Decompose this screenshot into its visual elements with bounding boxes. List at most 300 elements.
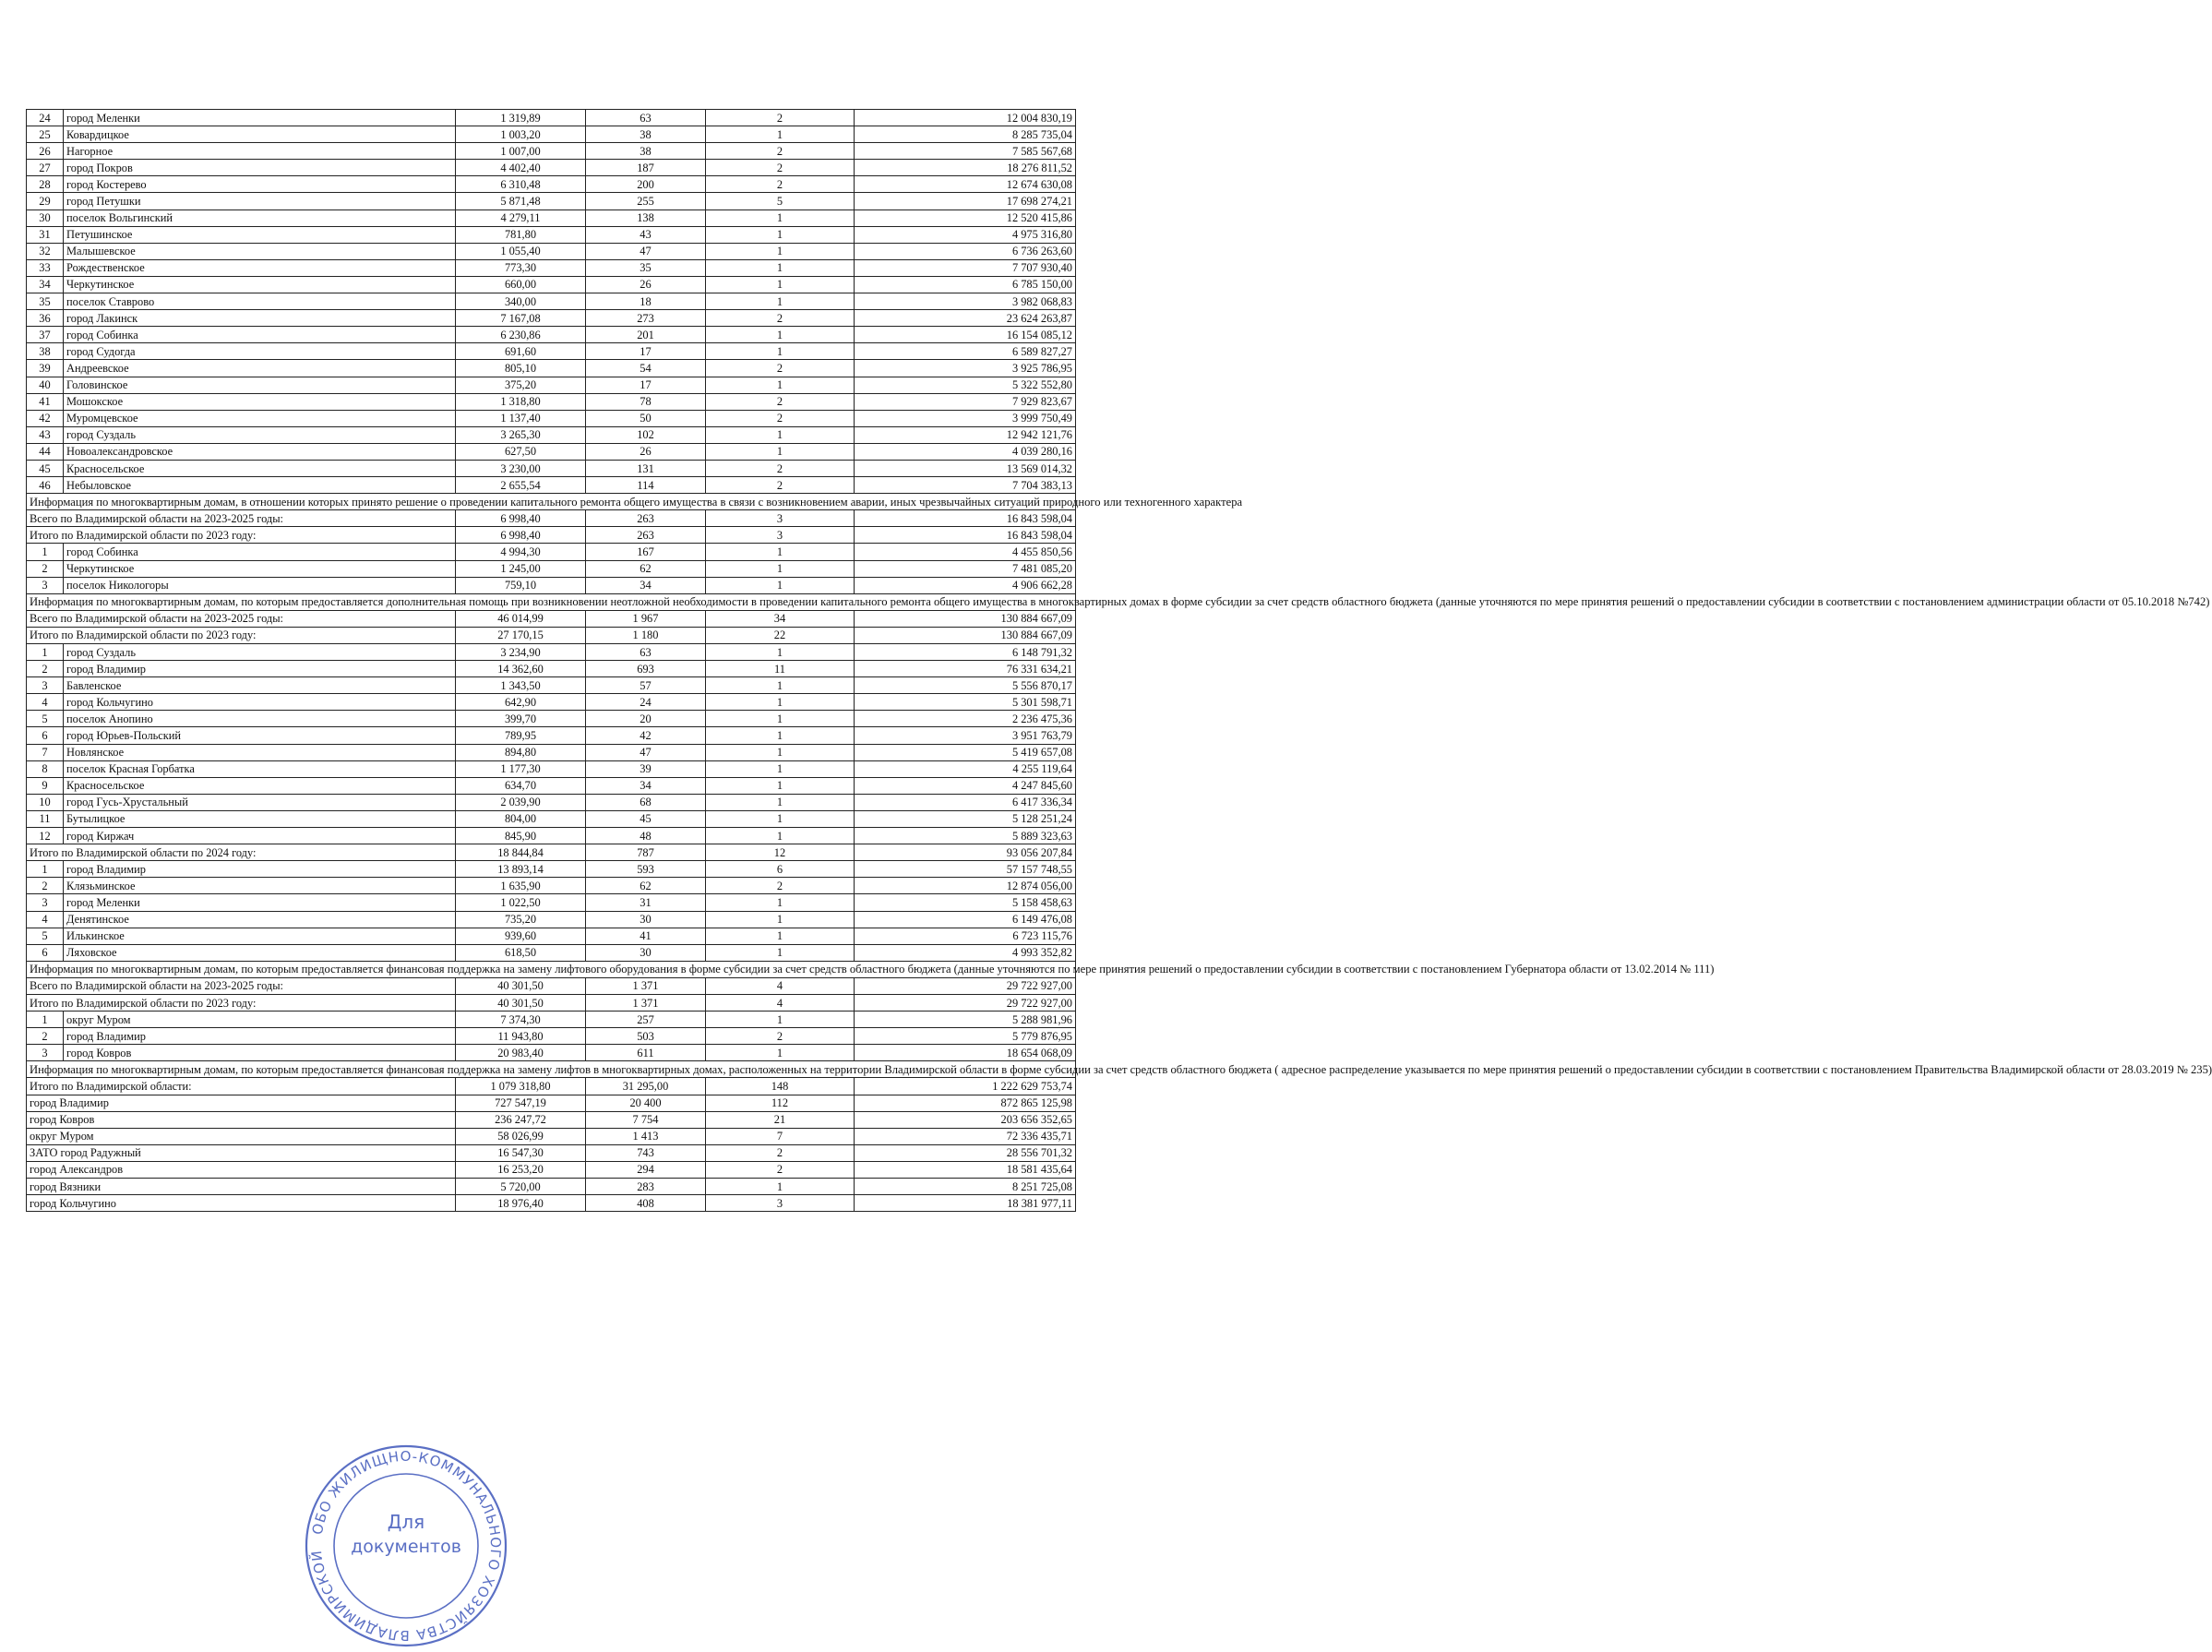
residents-value: 45 xyxy=(586,810,706,827)
residents-value: 167 xyxy=(586,544,706,560)
area-value: 14 362,60 xyxy=(456,661,586,677)
cost-value: 1 222 629 753,74 xyxy=(855,1078,1076,1095)
document-page xyxy=(26,109,2212,1212)
houses-count: 2 xyxy=(706,410,855,426)
residents-value: 34 xyxy=(586,577,706,593)
row-number: 1 xyxy=(27,1012,64,1028)
municipality-name: город Киржач xyxy=(64,828,456,844)
residents-value: 138 xyxy=(586,209,706,226)
row-number: 45 xyxy=(27,460,64,476)
area-value: 642,90 xyxy=(456,694,586,711)
stamp-ring-text: ОБО ЖИЛИЩНО-КОММУНАЛЬНОГО ХОЗЯЙСТВА ВЛАДИМИРСКОЙ xyxy=(307,1447,505,1645)
row-label: Всего по Владимирской области на 2023-2025 годы: xyxy=(27,977,456,994)
table-row xyxy=(27,510,1076,527)
municipality-name: город Лакинск xyxy=(64,310,456,327)
municipality-name: Мошокское xyxy=(64,393,456,410)
residents-value: 39 xyxy=(586,760,706,777)
municipality-name: город Александров xyxy=(27,1161,456,1178)
table-row xyxy=(27,160,1076,176)
row-number: 32 xyxy=(27,243,64,259)
houses-count: 1 xyxy=(706,243,855,259)
row-number: 2 xyxy=(27,878,64,894)
houses-count: 22 xyxy=(706,627,855,643)
table-row xyxy=(27,276,1076,293)
cost-value: 12 520 415,86 xyxy=(855,209,1076,226)
row-number: 39 xyxy=(27,360,64,377)
houses-count: 1 xyxy=(706,126,855,143)
area-value: 6 998,40 xyxy=(456,527,586,544)
table-row xyxy=(27,1144,1076,1161)
residents-value: 68 xyxy=(586,794,706,810)
table-row xyxy=(27,844,1076,861)
table-row xyxy=(27,193,1076,209)
area-value: 781,80 xyxy=(456,226,586,243)
area-value: 1 635,90 xyxy=(456,878,586,894)
municipality-name: город Покров xyxy=(64,160,456,176)
row-number: 10 xyxy=(27,794,64,810)
houses-count: 1 xyxy=(706,327,855,343)
cost-value: 93 056 207,84 xyxy=(855,844,1076,861)
table-row xyxy=(27,644,1076,661)
cost-value: 5 889 323,63 xyxy=(855,828,1076,844)
table-row xyxy=(27,878,1076,894)
area-value: 6 998,40 xyxy=(456,510,586,527)
area-value: 759,10 xyxy=(456,577,586,593)
residents-value: 743 xyxy=(586,1144,706,1161)
area-value: 1 343,50 xyxy=(456,677,586,694)
row-label: Всего по Владимирской области на 2023-2025 годы: xyxy=(27,610,456,627)
municipality-name: город Суздаль xyxy=(64,644,456,661)
residents-value: 47 xyxy=(586,243,706,259)
table-row xyxy=(27,1179,1076,1195)
cost-value: 57 157 748,55 xyxy=(855,861,1076,878)
cost-value: 13 569 014,32 xyxy=(855,460,1076,476)
municipality-name: город Суздаль xyxy=(64,426,456,443)
houses-count: 7 xyxy=(706,1128,855,1144)
row-number: 2 xyxy=(27,560,64,577)
cost-value: 6 723 115,76 xyxy=(855,928,1076,944)
cost-value: 6 149 476,08 xyxy=(855,911,1076,928)
cost-value: 12 942 121,76 xyxy=(855,426,1076,443)
municipality-name: Головинское xyxy=(64,377,456,393)
houses-count: 1 xyxy=(706,276,855,293)
residents-value: 31 xyxy=(586,894,706,911)
houses-count: 2 xyxy=(706,110,855,126)
row-number: 3 xyxy=(27,577,64,593)
row-number: 3 xyxy=(27,677,64,694)
cost-value: 7 481 085,20 xyxy=(855,560,1076,577)
houses-count: 1 xyxy=(706,293,855,310)
municipality-name: Черкутинское xyxy=(64,276,456,293)
cost-value: 7 707 930,40 xyxy=(855,259,1076,276)
municipality-name: город Юрьев-Польский xyxy=(64,727,456,744)
area-value: 2 039,90 xyxy=(456,794,586,810)
residents-value: 7 754 xyxy=(586,1111,706,1128)
municipality-name: поселок Красная Горбатка xyxy=(64,760,456,777)
houses-count: 1 xyxy=(706,426,855,443)
residents-value: 787 xyxy=(586,844,706,861)
area-value: 375,20 xyxy=(456,377,586,393)
area-value: 18 844,84 xyxy=(456,844,586,861)
residents-value: 24 xyxy=(586,694,706,711)
municipality-name: Андреевское xyxy=(64,360,456,377)
row-number: 34 xyxy=(27,276,64,293)
municipality-name: Петушинское xyxy=(64,226,456,243)
table-row xyxy=(27,727,1076,744)
houses-count: 3 xyxy=(706,1195,855,1212)
table-row xyxy=(27,209,1076,226)
row-label: Итого по Владимирской области по 2023 году: xyxy=(27,527,456,544)
houses-count: 1 xyxy=(706,911,855,928)
cost-value: 3 951 763,79 xyxy=(855,727,1076,744)
cost-value: 872 865 125,98 xyxy=(855,1095,1076,1111)
houses-count: 1 xyxy=(706,944,855,961)
area-value: 18 976,40 xyxy=(456,1195,586,1212)
area-value: 789,95 xyxy=(456,727,586,744)
residents-value: 78 xyxy=(586,393,706,410)
cost-value: 8 251 725,08 xyxy=(855,1179,1076,1195)
cost-value: 4 993 352,82 xyxy=(855,944,1076,961)
table-row xyxy=(27,828,1076,844)
cost-value: 72 336 435,71 xyxy=(855,1128,1076,1144)
row-number: 6 xyxy=(27,944,64,961)
area-value: 1 319,89 xyxy=(456,110,586,126)
area-value: 1 079 318,80 xyxy=(456,1078,586,1095)
residents-value: 47 xyxy=(586,744,706,760)
row-number: 41 xyxy=(27,393,64,410)
area-value: 691,60 xyxy=(456,343,586,360)
row-number: 42 xyxy=(27,410,64,426)
cost-value: 7 585 567,68 xyxy=(855,143,1076,160)
municipality-name: город Собинка xyxy=(64,544,456,560)
table-row xyxy=(27,711,1076,727)
area-value: 1 177,30 xyxy=(456,760,586,777)
houses-count: 1 xyxy=(706,744,855,760)
residents-value: 20 400 xyxy=(586,1095,706,1111)
section-heading: Информация по многоквартирным домам, по которым предоставляется финансовая поддержка на замену лифтов в многоквартирных домах, расположенных на территории Владимирской области в форме субсидии за счет средств областного бюджета ( адресное распределение указывается по мере принятия решений о предоставлении субсидии в соответствии с постановлением Правительства Владимирской области от 28.03.2019 № 235) xyxy=(27,1061,1076,1078)
municipality-name: город Меленки xyxy=(64,110,456,126)
municipality-name: Красносельское xyxy=(64,460,456,476)
row-number: 24 xyxy=(27,110,64,126)
table-row xyxy=(27,760,1076,777)
municipality-name: город Владимир xyxy=(64,861,456,878)
row-number: 2 xyxy=(27,1028,64,1045)
table-row xyxy=(27,410,1076,426)
cost-value: 4 247 845,60 xyxy=(855,777,1076,794)
residents-value: 35 xyxy=(586,259,706,276)
cost-value: 3 999 750,49 xyxy=(855,410,1076,426)
table-row xyxy=(27,911,1076,928)
row-label: Всего по Владимирской области на 2023-2025 годы: xyxy=(27,510,456,527)
section-heading-row xyxy=(27,494,1076,510)
municipality-name: поселок Вольгинский xyxy=(64,209,456,226)
municipality-name: поселок Ставрово xyxy=(64,293,456,310)
houses-count: 11 xyxy=(706,661,855,677)
residents-value: 257 xyxy=(586,1012,706,1028)
cost-value: 12 674 630,08 xyxy=(855,176,1076,193)
area-value: 1 055,40 xyxy=(456,243,586,259)
table-row xyxy=(27,110,1076,126)
houses-count: 1 xyxy=(706,711,855,727)
capital-repair-table xyxy=(26,109,2212,1212)
area-value: 46 014,99 xyxy=(456,610,586,627)
row-label: Итого по Владимирской области по 2023 году: xyxy=(27,994,456,1011)
houses-count: 1 xyxy=(706,1045,855,1061)
municipality-name: Денятинское xyxy=(64,911,456,928)
table-row xyxy=(27,677,1076,694)
row-number: 30 xyxy=(27,209,64,226)
table-row xyxy=(27,610,1076,627)
residents-value: 26 xyxy=(586,276,706,293)
cost-value: 12 874 056,00 xyxy=(855,878,1076,894)
cost-value: 29 722 927,00 xyxy=(855,994,1076,1011)
area-value: 894,80 xyxy=(456,744,586,760)
cost-value: 4 455 850,56 xyxy=(855,544,1076,560)
residents-value: 263 xyxy=(586,510,706,527)
municipality-name: город Кольчугино xyxy=(27,1195,456,1212)
cost-value: 18 654 068,09 xyxy=(855,1045,1076,1061)
row-number: 44 xyxy=(27,443,64,460)
area-value: 1 245,00 xyxy=(456,560,586,577)
table-row xyxy=(27,293,1076,310)
cost-value: 2 236 475,36 xyxy=(855,711,1076,727)
residents-value: 593 xyxy=(586,861,706,878)
row-number: 1 xyxy=(27,861,64,878)
houses-count: 1 xyxy=(706,209,855,226)
cost-value: 6 148 791,32 xyxy=(855,644,1076,661)
cost-value: 6 589 827,27 xyxy=(855,343,1076,360)
cost-value: 18 381 977,11 xyxy=(855,1195,1076,1212)
area-value: 6 230,86 xyxy=(456,327,586,343)
table-row xyxy=(27,744,1076,760)
table-row xyxy=(27,327,1076,343)
municipality-name: Малышевское xyxy=(64,243,456,259)
houses-count: 2 xyxy=(706,176,855,193)
row-label: Итого по Владимирской области по 2023 году: xyxy=(27,627,456,643)
municipality-name: город Ковров xyxy=(64,1045,456,1061)
row-number: 46 xyxy=(27,477,64,494)
houses-count: 1 xyxy=(706,577,855,593)
municipality-name: Небыловское xyxy=(64,477,456,494)
area-value: 58 026,99 xyxy=(456,1128,586,1144)
municipality-name: Красносельское xyxy=(64,777,456,794)
row-number: 1 xyxy=(27,644,64,661)
residents-value: 263 xyxy=(586,527,706,544)
cost-value: 5 779 876,95 xyxy=(855,1028,1076,1045)
row-label: Итого по Владимирской области по 2024 году: xyxy=(27,844,456,861)
residents-value: 38 xyxy=(586,126,706,143)
row-number: 26 xyxy=(27,143,64,160)
residents-value: 503 xyxy=(586,1028,706,1045)
municipality-name: округ Муром xyxy=(64,1012,456,1028)
area-value: 660,00 xyxy=(456,276,586,293)
municipality-name: город Ковров xyxy=(27,1111,456,1128)
area-value: 634,70 xyxy=(456,777,586,794)
table-row xyxy=(27,1161,1076,1178)
residents-value: 38 xyxy=(586,143,706,160)
houses-count: 2 xyxy=(706,460,855,476)
houses-count: 2 xyxy=(706,143,855,160)
area-value: 40 301,50 xyxy=(456,994,586,1011)
residents-value: 255 xyxy=(586,193,706,209)
table-row xyxy=(27,777,1076,794)
table-row xyxy=(27,810,1076,827)
row-number: 6 xyxy=(27,727,64,744)
area-value: 3 265,30 xyxy=(456,426,586,443)
area-value: 3 234,90 xyxy=(456,644,586,661)
houses-count: 2 xyxy=(706,1028,855,1045)
area-value: 1 003,20 xyxy=(456,126,586,143)
table-row xyxy=(27,426,1076,443)
residents-value: 26 xyxy=(586,443,706,460)
houses-count: 1 xyxy=(706,644,855,661)
municipality-name: город Кольчугино xyxy=(64,694,456,711)
table-row xyxy=(27,661,1076,677)
table-row xyxy=(27,1078,1076,1095)
table-row xyxy=(27,143,1076,160)
municipality-name: Новлянское xyxy=(64,744,456,760)
table-row xyxy=(27,243,1076,259)
table-row xyxy=(27,360,1076,377)
houses-count: 3 xyxy=(706,510,855,527)
houses-count: 1 xyxy=(706,928,855,944)
row-number: 27 xyxy=(27,160,64,176)
area-value: 4 279,11 xyxy=(456,209,586,226)
stamp-line-1: Для xyxy=(387,1511,425,1533)
row-number: 5 xyxy=(27,928,64,944)
houses-count: 1 xyxy=(706,777,855,794)
area-value: 399,70 xyxy=(456,711,586,727)
residents-value: 283 xyxy=(586,1179,706,1195)
municipality-name: Муромцевское xyxy=(64,410,456,426)
cost-value: 7 929 823,67 xyxy=(855,393,1076,410)
area-value: 805,10 xyxy=(456,360,586,377)
area-value: 804,00 xyxy=(456,810,586,827)
residents-value: 1 967 xyxy=(586,610,706,627)
section-heading: Информация по многоквартирным домам, в отношении которых принято решение о проведении капитального ремонта общего имущества в связи с возникновением аварии, иных чрезвычайных ситуаций природного или техногенного характера xyxy=(27,494,1076,510)
houses-count: 2 xyxy=(706,477,855,494)
cost-value: 130 884 667,09 xyxy=(855,610,1076,627)
municipality-name: Бавленское xyxy=(64,677,456,694)
row-number: 4 xyxy=(27,911,64,928)
table-row xyxy=(27,894,1076,911)
houses-count: 1 xyxy=(706,810,855,827)
houses-count: 1 xyxy=(706,1179,855,1195)
row-number: 31 xyxy=(27,226,64,243)
row-number: 2 xyxy=(27,661,64,677)
row-number: 28 xyxy=(27,176,64,193)
table-row xyxy=(27,460,1076,476)
area-value: 773,30 xyxy=(456,259,586,276)
municipality-name: Нагорное xyxy=(64,143,456,160)
residents-value: 187 xyxy=(586,160,706,176)
area-value: 1 137,40 xyxy=(456,410,586,426)
table-row xyxy=(27,343,1076,360)
cost-value: 5 288 981,96 xyxy=(855,1012,1076,1028)
residents-value: 30 xyxy=(586,944,706,961)
section-heading-row xyxy=(27,1061,1076,1078)
area-value: 16 547,30 xyxy=(456,1144,586,1161)
row-number: 36 xyxy=(27,310,64,327)
cost-value: 17 698 274,21 xyxy=(855,193,1076,209)
table-row xyxy=(27,944,1076,961)
residents-value: 102 xyxy=(586,426,706,443)
municipality-name: город Меленки xyxy=(64,894,456,911)
houses-count: 4 xyxy=(706,994,855,1011)
row-number: 33 xyxy=(27,259,64,276)
municipality-name: город Собинка xyxy=(64,327,456,343)
municipality-name: Илькинское xyxy=(64,928,456,944)
area-value: 16 253,20 xyxy=(456,1161,586,1178)
residents-value: 34 xyxy=(586,777,706,794)
cost-value: 5 556 870,17 xyxy=(855,677,1076,694)
row-number: 12 xyxy=(27,828,64,844)
cost-value: 5 419 657,08 xyxy=(855,744,1076,760)
cost-value: 18 581 435,64 xyxy=(855,1161,1076,1178)
municipality-name: город Судогда xyxy=(64,343,456,360)
municipality-name: город Гусь-Хрустальный xyxy=(64,794,456,810)
residents-value: 20 xyxy=(586,711,706,727)
area-value: 845,90 xyxy=(456,828,586,844)
residents-value: 42 xyxy=(586,727,706,744)
organization-stamp xyxy=(300,1440,512,1652)
area-value: 4 994,30 xyxy=(456,544,586,560)
row-number: 3 xyxy=(27,1045,64,1061)
row-number: 3 xyxy=(27,894,64,911)
residents-value: 201 xyxy=(586,327,706,343)
municipality-name: город Костерево xyxy=(64,176,456,193)
row-number: 9 xyxy=(27,777,64,794)
table-row xyxy=(27,310,1076,327)
residents-value: 17 xyxy=(586,343,706,360)
row-number: 38 xyxy=(27,343,64,360)
municipality-name: Новоалександровское xyxy=(64,443,456,460)
houses-count: 2 xyxy=(706,1161,855,1178)
table-row xyxy=(27,560,1076,577)
cost-value: 3 925 786,95 xyxy=(855,360,1076,377)
houses-count: 1 xyxy=(706,1012,855,1028)
residents-value: 30 xyxy=(586,911,706,928)
houses-count: 1 xyxy=(706,377,855,393)
row-number: 37 xyxy=(27,327,64,343)
area-value: 236 247,72 xyxy=(456,1111,586,1128)
cost-value: 3 982 068,83 xyxy=(855,293,1076,310)
cost-value: 5 322 552,80 xyxy=(855,377,1076,393)
cost-value: 6 417 336,34 xyxy=(855,794,1076,810)
table-row xyxy=(27,226,1076,243)
residents-value: 611 xyxy=(586,1045,706,1061)
houses-count: 1 xyxy=(706,560,855,577)
houses-count: 1 xyxy=(706,343,855,360)
section-heading-row xyxy=(27,961,1076,977)
area-value: 40 301,50 xyxy=(456,977,586,994)
houses-count: 6 xyxy=(706,861,855,878)
area-value: 5 720,00 xyxy=(456,1179,586,1195)
table-row xyxy=(27,928,1076,944)
table-row xyxy=(27,1195,1076,1212)
cost-value: 29 722 927,00 xyxy=(855,977,1076,994)
table-row xyxy=(27,1111,1076,1128)
table-row xyxy=(27,527,1076,544)
residents-value: 1 413 xyxy=(586,1128,706,1144)
table-row xyxy=(27,861,1076,878)
table-row xyxy=(27,577,1076,593)
table-row xyxy=(27,259,1076,276)
table-row xyxy=(27,1012,1076,1028)
cost-value: 6 736 263,60 xyxy=(855,243,1076,259)
table-row xyxy=(27,176,1076,193)
residents-value: 693 xyxy=(586,661,706,677)
